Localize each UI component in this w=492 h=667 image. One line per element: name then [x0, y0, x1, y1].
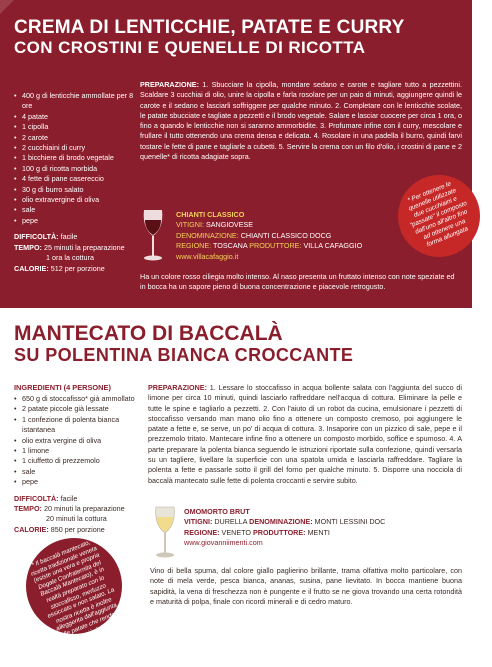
- list-item: • 1 cipolla: [14, 122, 142, 132]
- list-item: • sale: [14, 205, 142, 215]
- time-prep: 20 minuti la preparazione: [43, 504, 125, 514]
- red-wine-glass-icon: [138, 206, 168, 266]
- time-cook: 1 ora la cottura: [46, 253, 94, 263]
- recipe2-preparation: [148, 383, 462, 486]
- recipe2-tasting-notes: Vino di bella spuma, dal colore giallo paglierino brillante, trama olfattiva molto particolare, con note di mela verde, pesca bianca, ananas, susina, pane lievitato. In bocca mantiene buona sapidità, la vena di freschezza non è pungente e il frutto se ne giova trovando una certa rotondità e maturità di polpa, finale con ricordi minerali e di cedro maturo.: [150, 566, 462, 606]
- recipe1-wine: [176, 210, 376, 262]
- difficulty-label: DIFFICOLTÀ:: [14, 232, 59, 242]
- list-item: • sale: [14, 467, 144, 477]
- list-item: • olio extra vergine di oliva: [14, 436, 144, 446]
- list-item: • pepe: [14, 477, 144, 487]
- list-item: • 100 g di ricotta morbida: [14, 164, 142, 174]
- time-label: TEMPO:: [14, 504, 42, 514]
- produttore-label: PRODUTTORE:: [252, 527, 306, 537]
- time-label: TEMPO:: [14, 242, 42, 252]
- vitigni-label: VITIGNI:: [176, 220, 204, 230]
- list-item: • 1 confezione di polenta bianca istantanea: [14, 415, 144, 436]
- list-item: • 650 g di stoccafisso* già ammollato: [14, 394, 144, 404]
- list-item: • olio extravergine di oliva: [14, 195, 142, 205]
- time-prep: 25 minuti la preparazione: [43, 242, 125, 252]
- wine-website-link[interactable]: www.giovanniimenti.com: [184, 538, 263, 548]
- list-item: • 1 bicchiere di brodo vegetale: [14, 153, 142, 163]
- wine-name: OMOMORTO BRUT: [184, 507, 250, 516]
- vitigni-label: VITIGNI:: [184, 517, 213, 527]
- recipe1-subtitle: CON CROSTINI E QUENELLE DI RICOTTA: [14, 38, 366, 57]
- recipe2-ingredients-title: INGREDIENTI (4 PERSONE): [14, 383, 111, 392]
- produttore-value: VILLA CAFAGGIO: [303, 241, 363, 251]
- recipe2-ingredients-list: [14, 394, 144, 488]
- denominazione-value: CHIANTI CLASSICO DOCG: [240, 230, 332, 240]
- recipe2-ingredients-column: [14, 383, 144, 535]
- difficulty-label: DIFFICOLTÀ:: [14, 493, 59, 503]
- recipe2-footnote-badge: * Il baccalà mantecato, ricetta tradizionale veneta (esiste una vera e propria Dogale Confraternita del Baccalà Mantecato), è in realtà preparato con lo stoccafisso, merluzzo essiccato e non salato. La nostra ricetta è inoltre alleggerita dall'aggiunta delle patate che rendono ancora più delicato il composto senza dover aggiungere troppo olio: [12, 524, 137, 649]
- prep-label: PREPARAZIONE:: [140, 80, 199, 89]
- denominazione-value: MONTI LESSINI DOC: [314, 517, 386, 527]
- vitigni-value: DURELLA: [214, 517, 248, 527]
- prep-text: 1. Lessare lo stoccafisso in acqua bollente salata con l'aggiunta del succo di limone per circa 10 minuti, quindi lasciarlo raffreddare nell'acqua di cottura. Eliminare la pelle e tutte le spine e tagliarlo a pezzetti. 2. Con l'aiuto di un robot da cucina, emulsionare i pezzetti di stoccafisso versando man mano olio fino a ottenere un composto cremoso, poi aggiungere le patate a fette e, se serve, un po' di acqua di cottura. 3. Insaporire con un pizzico di sale, pepe e il prezzemolo tritato. Mantecare infine fino a ottenere un composto morbido, soffice e spumoso. 4. A parte preparare la polenta bianca seguendo le istruzioni riportate sulla confezione, quindi versarla su un tagliere, livellare la superficie con una spatola umida e lasciarla raffreddare. Tagliare la polenta a fette e passarle sotto il grill del forno per qualche minuto. 5. Disporre una nocciola di baccalà mantecato sulle fette di polenta croccanti e servire subito.: [148, 383, 462, 485]
- vitigni-value: SANGIOVESE: [205, 220, 254, 230]
- recipe1-meta: [14, 232, 142, 274]
- regione-label: REGIONE:: [184, 527, 220, 537]
- list-item: • 1 ciuffetto di prezzemolo: [14, 456, 144, 466]
- list-item: • 2 carote: [14, 133, 142, 143]
- list-item: • 400 g di lenticchie ammollate per 8 ore: [14, 91, 142, 112]
- list-item: • 2 patate piccole già lessate: [14, 404, 144, 414]
- difficulty-value: facile: [60, 232, 78, 242]
- list-item: • 1 limone: [14, 446, 144, 456]
- recipe1-ingredients-list: [14, 91, 142, 226]
- recipe2-title: MANTECATO DI BACCALÀ: [14, 322, 283, 345]
- recipe1-ingredients-column: [14, 80, 142, 274]
- white-wine-glass-icon: [150, 503, 180, 563]
- calories-label: CALORIE:: [14, 263, 49, 273]
- recipe1-preparation: [140, 80, 462, 162]
- prep-label: PREPARAZIONE:: [148, 383, 207, 392]
- prep-text: 1. Sbucciare la cipolla, mondare sedano e carote e tagliare tutto a pezzettini. Scaldare 3 cucchiai di olio, unire la cipolla e farla rosolare per un paio di minuti, aggiungere quindi le carote e il sedano e lasciarli soffriggere per qualche minuto. 2. Completare con le lenticchie scolate, le patate sbucciate e tagliate a pezzetti e il brodo vegetale. Salare e lasciar cuocere per circa 1 ora, o fino a quando le lenticchie non si saranno ammorbidite. 3. Profumare infine con il curry, mescolare e frullare il tutto ottenendo una crema densa e delicata. 4. Rosolare in una padella il burro, quindi farvi tostare le fette di pane e tagliarle a cubetti. 5. Servire la crema con un filo d'olio, i crostini di pane e 2 quenelle* di ricotta adagiate sopra.: [140, 80, 462, 162]
- difficulty-value: facile: [60, 493, 78, 503]
- list-item: • 2 cucchiaini di curry: [14, 143, 142, 153]
- recipe1-title: CREMA DI LENTICCHIE, PATATE E CURRY: [14, 17, 405, 38]
- recipe1-tasting-notes: Ha un colore rosso ciliegia molto intenso. Al naso presenta un fruttato intenso con note speziate ed in bocca ha un sapore pieno di buona concentrazione e piacevole retrogusto.: [140, 272, 455, 292]
- wine-website-link[interactable]: www.villacafaggio.it: [176, 251, 239, 261]
- recipe2-wine: [184, 507, 444, 549]
- recipe2-meta: [14, 494, 144, 536]
- calories-value: 850 per porzione: [50, 524, 105, 534]
- denominazione-label: DENOMINAZIONE:: [176, 230, 239, 240]
- regione-value: VENETO: [221, 527, 251, 537]
- wine-name: CHIANTI CLASSICO: [176, 210, 245, 219]
- calories-label: CALORIE:: [14, 524, 49, 534]
- denominazione-label: DENOMINAZIONE:: [249, 517, 313, 527]
- time-cook: 20 minuti la cottura: [46, 514, 107, 524]
- regione-label: REGIONE:: [176, 241, 212, 251]
- recipe2-subtitle: SU POLENTINA BIANCA CROCCANTE: [14, 345, 354, 365]
- calories-value: 512 per porzione: [50, 263, 105, 273]
- produttore-value: MENTI: [307, 527, 330, 537]
- recipe1-footnote-badge: * Per ottenere le quenelle utilizzate due cucchiaini e "passate" il composto dall'uno all'altro fino ad ottenere una forma allungata: [386, 163, 492, 270]
- list-item: • 4 patate: [14, 112, 142, 122]
- recipe1-ingredients-title: INGREDIENTI (4 PERSONE): [14, 80, 111, 89]
- produttore-label: PRODUTTORE:: [249, 241, 302, 251]
- list-item: • 30 g di burro salato: [14, 185, 142, 195]
- list-item: • pepe: [14, 216, 142, 226]
- list-item: • 4 fette di pane casereccio: [14, 174, 142, 184]
- regione-value: TOSCANA: [213, 241, 248, 251]
